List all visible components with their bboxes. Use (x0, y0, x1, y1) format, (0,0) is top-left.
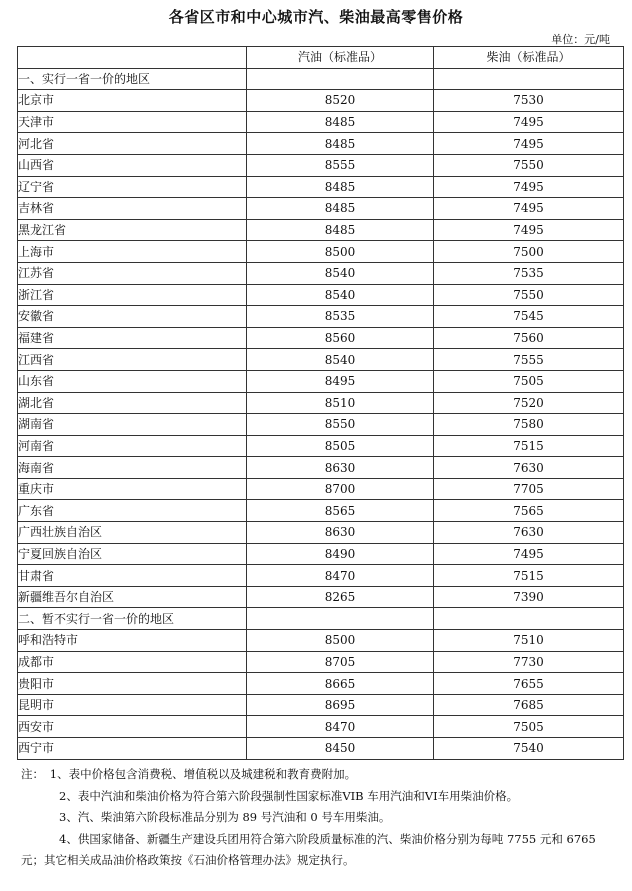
diesel-price: 7495 (434, 111, 624, 133)
table-row (18, 349, 624, 371)
region-name: 浙江省 (18, 284, 247, 306)
diesel-price: 7705 (434, 478, 624, 500)
diesel-price: 7685 (434, 694, 624, 716)
region-name: 福建省 (18, 327, 247, 349)
gasoline-price: 8500 (247, 241, 434, 263)
gasoline-price: 8485 (247, 219, 434, 241)
gasoline-price: 8450 (247, 738, 434, 760)
diesel-price: 7545 (434, 306, 624, 328)
notes-block (21, 764, 619, 872)
section-row-1 (18, 68, 624, 90)
diesel-price: 7560 (434, 327, 624, 349)
region-name: 安徽省 (18, 306, 247, 328)
region-name: 成都市 (18, 651, 247, 673)
table-row (18, 262, 624, 284)
table-row (18, 392, 624, 414)
region-name: 海南省 (18, 457, 247, 479)
region-name: 上海市 (18, 241, 247, 263)
table-row (18, 586, 624, 608)
gasoline-price: 8540 (247, 262, 434, 284)
diesel-price: 7520 (434, 392, 624, 414)
gasoline-price: 8540 (247, 349, 434, 371)
table-row (18, 176, 624, 198)
diesel-price: 7550 (434, 154, 624, 176)
note-4: 4、供国家储备、新疆生产建设兵团用符合第六阶段质量标准的汽、柴油价格分别为每吨 7755 元和 6765 元；其它相关成品油价格政策按《石油价格管理办法》规定执行。 (21, 831, 596, 867)
gasoline-price: 8485 (247, 198, 434, 220)
region-name: 北京市 (18, 90, 247, 112)
gasoline-price: 8550 (247, 414, 434, 436)
gasoline-price: 8560 (247, 327, 434, 349)
table-row (18, 90, 624, 112)
header-gasoline: 汽油（标准品） (247, 47, 434, 69)
table-row (18, 284, 624, 306)
diesel-price: 7535 (434, 262, 624, 284)
table-row (18, 327, 624, 349)
region-name: 甘肃省 (18, 565, 247, 587)
gasoline-price: 8535 (247, 306, 434, 328)
gasoline-price: 8485 (247, 176, 434, 198)
diesel-price: 7655 (434, 673, 624, 695)
table-row (18, 133, 624, 155)
gasoline-price: 8485 (247, 111, 434, 133)
table-row (18, 478, 624, 500)
diesel-price: 7630 (434, 457, 624, 479)
gasoline-price: 8265 (247, 586, 434, 608)
diesel-price: 7505 (434, 716, 624, 738)
region-name: 宁夏回族自治区 (18, 543, 247, 565)
region-name: 广东省 (18, 500, 247, 522)
price-table (17, 46, 624, 760)
gasoline-price: 8630 (247, 522, 434, 544)
table-row (18, 457, 624, 479)
gasoline-price: 8485 (247, 133, 434, 155)
table-row (18, 651, 624, 673)
region-name: 河北省 (18, 133, 247, 155)
table-row (18, 630, 624, 652)
region-name: 吉林省 (18, 198, 247, 220)
diesel-price: 7530 (434, 90, 624, 112)
region-name: 西宁市 (18, 738, 247, 760)
table-row (18, 522, 624, 544)
header-region-cell (18, 47, 247, 69)
region-name: 江西省 (18, 349, 247, 371)
region-name: 山东省 (18, 370, 247, 392)
region-name: 河南省 (18, 435, 247, 457)
table-row (18, 435, 624, 457)
gasoline-price: 8565 (247, 500, 434, 522)
region-name: 辽宁省 (18, 176, 247, 198)
section-label-1: 一、实行一省一价的地区 (18, 68, 247, 90)
table-row (18, 198, 624, 220)
table-row (18, 306, 624, 328)
diesel-price: 7580 (434, 414, 624, 436)
gasoline-price: 8700 (247, 478, 434, 500)
gasoline-price: 8470 (247, 716, 434, 738)
diesel-price: 7540 (434, 738, 624, 760)
gasoline-price: 8555 (247, 154, 434, 176)
table-row (18, 500, 624, 522)
region-name: 湖北省 (18, 392, 247, 414)
note-2: 2、表中汽油和柴油价格为符合第六阶段强制性国家标准VIB 车用汽油和VI车用柴油价格。 (59, 788, 519, 803)
gasoline-price: 8695 (247, 694, 434, 716)
diesel-price: 7555 (434, 349, 624, 371)
gasoline-price: 8630 (247, 457, 434, 479)
table-row (18, 543, 624, 565)
region-name: 山西省 (18, 154, 247, 176)
table-row (18, 370, 624, 392)
region-name: 西安市 (18, 716, 247, 738)
gasoline-price: 8490 (247, 543, 434, 565)
diesel-price: 7515 (434, 565, 624, 587)
table-row (18, 241, 624, 263)
table-row (18, 111, 624, 133)
region-name: 江苏省 (18, 262, 247, 284)
diesel-price: 7495 (434, 219, 624, 241)
region-name: 重庆市 (18, 478, 247, 500)
gasoline-price: 8510 (247, 392, 434, 414)
document-title: 各省区市和中心城市汽、柴油最高零售价格 (168, 8, 464, 26)
gasoline-price: 8495 (247, 370, 434, 392)
region-name: 昆明市 (18, 694, 247, 716)
gasoline-price: 8500 (247, 630, 434, 652)
gasoline-price: 8505 (247, 435, 434, 457)
region-name: 黑龙江省 (18, 219, 247, 241)
gasoline-price: 8665 (247, 673, 434, 695)
diesel-price: 7495 (434, 176, 624, 198)
table-row (18, 738, 624, 760)
table-row (18, 414, 624, 436)
table-row (18, 673, 624, 695)
diesel-price: 7495 (434, 198, 624, 220)
diesel-price: 7500 (434, 241, 624, 263)
note-1: 注： 1、表中价格包含消费税、增值税以及城建税和教育费附加。 (21, 767, 357, 781)
diesel-price: 7565 (434, 500, 624, 522)
diesel-price: 7390 (434, 586, 624, 608)
unit-label: 单位：元/吨 (551, 33, 610, 46)
section-label-2: 二、暂不实行一省一价的地区 (18, 608, 247, 630)
region-name: 呼和浩特市 (18, 630, 247, 652)
diesel-price: 7730 (434, 651, 624, 673)
diesel-price: 7495 (434, 133, 624, 155)
region-name: 湖南省 (18, 414, 247, 436)
diesel-price: 7510 (434, 630, 624, 652)
table-row (18, 694, 624, 716)
diesel-price: 7515 (434, 435, 624, 457)
diesel-price: 7550 (434, 284, 624, 306)
table-header-row (18, 47, 624, 69)
gasoline-price: 8520 (247, 90, 434, 112)
region-name: 新疆维吾尔自治区 (18, 586, 247, 608)
diesel-price: 7630 (434, 522, 624, 544)
table-row (18, 219, 624, 241)
note-3: 3、汽、柴油第六阶段标准品分别为 89 号汽油和 0 号车用柴油。 (59, 810, 391, 824)
section-row-2 (18, 608, 624, 630)
region-name: 广西壮族自治区 (18, 522, 247, 544)
gasoline-price: 8705 (247, 651, 434, 673)
table-row (18, 565, 624, 587)
diesel-price: 7495 (434, 543, 624, 565)
header-diesel: 柴油（标准品） (434, 47, 624, 69)
region-name: 贵阳市 (18, 673, 247, 695)
region-name: 天津市 (18, 111, 247, 133)
gasoline-price: 8540 (247, 284, 434, 306)
table-row (18, 716, 624, 738)
diesel-price: 7505 (434, 370, 624, 392)
table-row (18, 154, 624, 176)
gasoline-price: 8470 (247, 565, 434, 587)
